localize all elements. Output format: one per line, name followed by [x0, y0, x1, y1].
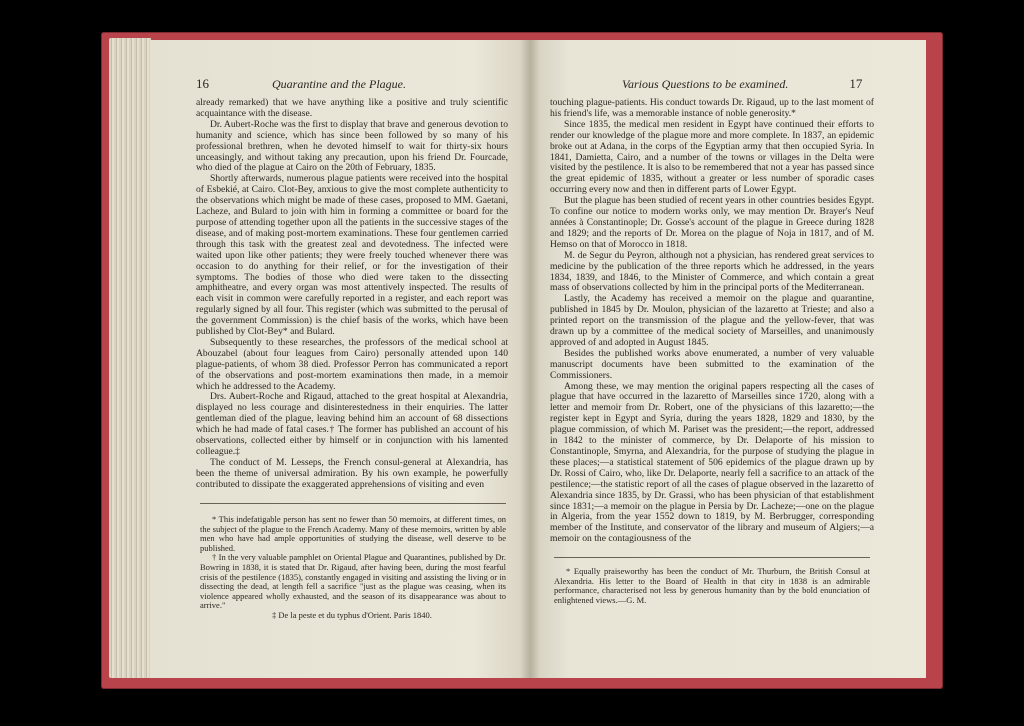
footnote: † In the very valuable pamphlet on Oriental Plague and Quarantines, published by Dr. Bowring in 1838, it is stated that Dr. Rigaud, after having been, during the most fearful crisis of the pestilence (1835), constantly engaged in visiting and assisting the living or in dissecting the dead, at length fell a sacrifice "just as the plague was ceasing, when its violence appeared wholly exhausted, and the season of its disappearance was about to arrive.": [200, 552, 506, 611]
paragraph: Dr. Aubert-Roche was the first to display that brave and generous devotion to humanity and science, which has since been followed by so many of his professional brethren, when he devoted himself to wait for thirty-six hours unceasingly, and without taking any precaution, upon his friend Dr. Fourcade, who died of the plague at Cairo on the 20th of February, 1835.: [196, 118, 508, 174]
paragraph: Lastly, the Academy has received a memoir on the plague and quarantine, published in 1845 by Dr. Moulon, physician of the lazaretto at Trieste; and also a printed report on the transmission of the plague and the yellow-fever, that was drawn up by a committee of the medical society of Marseilles, and unanimously approved of and adopted in August 1845.: [550, 293, 874, 348]
left-running-head: [196, 76, 406, 92]
right-running-title: Various Questions to be examined.: [622, 77, 789, 91]
paragraph: Since 1835, the medical men resident in Egypt have continued their efforts to render our knowledge of the plague more and more complete. In 1837, an epidemic broke out at Adana, in the corps of the Egyptian army that then occupied Syria. In 1841, Damietta, Cairo, and a number of the towns or villages in the Delta were visited by the pestilence. It is also to be remembered that not a year has passed since the great epidemic of 1835, without a greater or less number of sporadic cases occurring every now and then in different parts of Lower Egypt.: [550, 118, 874, 196]
right-body: [550, 98, 874, 545]
left-body: [196, 98, 508, 491]
footnote-rule: [554, 557, 870, 558]
right-page: [530, 40, 926, 678]
paragraph: Among these, we may mention the original papers respecting all the cases of plague that have occurred in the lazaretto of Marseilles since 1720, along with a letter and memoir from Dr. Robert, one of the physicians of this lazaretto;—the register kept in Egypt and Syria, during the years 1828, 1829 and 1830, by the plague commission, of which M. Pariset was the president;—the report, addressed in 1842 to the minister of commerce, by Dr. Delaporte of his mission to Constantinople, Smyrna, and Alexandria, for the purpose of studying the plague in these places;—a statistical statement of 506 epidemics of the plague drawn up by Dr. Rossi of Cairo, who, like Dr. Delaporte, nearly fell a sacrifice to an attack of the pestilence;—the statistic report of all the cases of plague observed in the lazaretto of Alexandria since 1835, by Dr. Grassi, who has been physician of that establishment since 1831;—a memoir on the plague in Persia by Dr. Lacheze;—one on the plague in Algeria, from the year 1552 down to 1819, by M. Berbrugger, corresponding member of the Institute, and conservator of the library and museum of Algiers;—a memoir on the contagiousness of the: [550, 380, 874, 545]
paragraph: Subsequently to these researches, the professors of the medical school at Abouzabel (about four leagues from Cairo) personally attended upon 140 plague-patients, of whom 38 died. Professor Perron has communicated a report of the observations and post-mortem examinations then made, in a memoir which he addressed to the Academy.: [196, 336, 508, 392]
footnote: ‡ De la peste et du typhus d'Orient. Paris 1840.: [272, 609, 432, 620]
right-page-number: 17: [849, 76, 863, 91]
left-footnotes: [200, 515, 506, 621]
right-footnotes: [554, 567, 870, 605]
footnote: * Equally praiseworthy has been the conduct of Mr. Thurburn, the British Consul at Alexandria. His letter to the Board of Health in that city in 1838 is an admirable performance, characterised not less by generous humanity than by the bold enunciation of enlightened views.—G. M.: [554, 566, 870, 605]
left-page-number: 16: [196, 76, 209, 91]
paragraph: M. de Segur du Peyron, although not a physician, has rendered great services to medicine by the publication of the three reports which he addressed, in the years 1834, 1839, and 1846, to the Minister of Commerce, and which contain a great mass of observations collected by him in the principal ports of the Mediterranean.: [550, 249, 874, 294]
paragraph: touching plague-patients. His conduct towards Dr. Rigaud, up to the last moment of his friend's life, was a memorable instance of noble generosity.*: [550, 97, 874, 119]
paragraph: already remarked) that we have anything like a positive and truly scientific acquaintance with the disease.: [196, 97, 508, 119]
paragraph: Drs. Aubert-Roche and Rigaud, attached to the great hospital at Alexandria, displayed no less courage and disinterestedness in their enquiries. The latter gentleman died of the plague, leaving behind him an account of 68 dissections which he had made of fatal cases.† The former has published an account of his observations, collected either by himself or in conjunction with his lamented colleague.‡: [196, 391, 508, 457]
page-edges: [109, 38, 151, 678]
paragraph: Besides the published works above enumerated, a number of very valuable manuscript documents have been submitted to the examination of the Commissioners.: [550, 347, 874, 381]
paragraph: But the plague has been studied of recent years in other countries besides Egypt. To confine our notice to modern works only, we may mention Dr. Brayer's Neuf années à Constantinople; Dr. Gosse's account of the plague in Greece during 1828 and 1829; and the reports of Dr. Morea on the plague of Noja in 1817, and of M. Hemso on that of Morocco in 1818.: [550, 195, 874, 250]
footnote: * This indefatigable person has sent no fewer than 50 memoirs, at different times, on the subject of the plague to the French Academy. Many of these memoirs, written by able men who have had ample opportunities of studying the disease, well deserve to be published.: [200, 514, 506, 553]
footnote-rule: [200, 503, 506, 504]
left-page: [150, 40, 530, 678]
paragraph: The conduct of M. Lesseps, the French consul-general at Alexandria, has been the theme of universal admiration. By his own example, he powerfully contributed to dissipate the exaggerated apprehensions of visiting and even: [196, 456, 508, 490]
paragraph: Shortly afterwards, numerous plague patients were received into the hospital of Esbekié, at Cairo. Clot-Bey, anxious to give the most complete authenticity to the observations which might be made of these cases, proposed to MM. Gaetani, Lacheze, and Bulard to join with him in forming a committee or board for the purpose of attending together upon all the patients in the successive stages of the disease, and of making post-mortem examinations. These four gentlemen carried through this task with the greatest zeal and devotedness. The infected were waited upon like other patients; they were freely touched whenever there was occasion to do anything for their relief, or for the investigation of their symptoms. The bodies of those who died were taken to the dissecting amphitheatre, and every organ was most attentively inspected. The results of each visit in common were carefully reported in a register, and each report was regularly signed by all four. This register (which was submitted to the perusal of the government Commission) is the chief basis of the works, which have been published by Clot-Bey* and Bulard.: [196, 173, 508, 338]
right-running-head: [622, 76, 862, 92]
left-running-title: Quarantine and the Plague.: [272, 77, 406, 91]
book-gutter: [520, 40, 540, 678]
